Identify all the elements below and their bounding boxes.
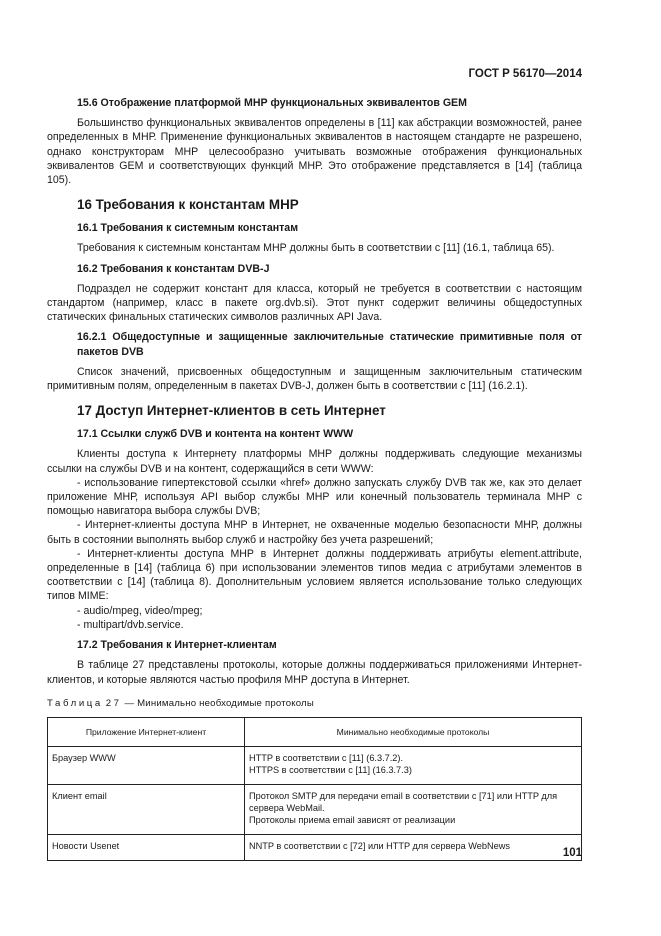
table-cell-app: Клиент email bbox=[48, 784, 245, 834]
section-15-6-paragraph: Большинство функциональных эквивалентов определены в [11] как абстракции возможностей, ранее определенных в МНР. Применение функциональных эквивалентов в настоящем стандарте не разрешено, однако конструкторам МНР целесообразно учитывать возможные отображения функциональных эквивалентов GEM и соответствующих функций МНР. Это отображение представляется в [14] (таблица 105). bbox=[47, 117, 582, 187]
protocol-line: HTTPS в соответствии с [11] (16.3.7.3) bbox=[249, 764, 412, 775]
list-item: - Интернет-клиенты доступа МНР в Интернет должны поддерживать атрибуты element.attribute, определенные в [14] (таблица 6) при использовании элементов типов медиа с атрибутами элементов в соответствии с [14] (таблица 8). Дополнительным условием является использование только следующих типов MIME: bbox=[47, 547, 582, 603]
protocol-line: Протокол SMTP для передачи email в соответствии с [71] или HTTP для сервера WebMail. bbox=[249, 790, 558, 813]
table-header-row bbox=[48, 717, 582, 746]
table-cell-protocols bbox=[245, 834, 582, 860]
section-16-1-title: 16.1 Требования к системным константам bbox=[77, 222, 299, 235]
section-17-2-title: 17.2 Требования к Интернет-клиентам bbox=[77, 639, 277, 652]
table-cell-app: Браузер WWW bbox=[48, 746, 245, 784]
table-cell-app: Новости Usenet bbox=[48, 834, 245, 860]
section-16-2-title: 16.2 Требования к константам DVB-J bbox=[77, 262, 270, 275]
protocols-table bbox=[47, 717, 582, 861]
table-caption bbox=[47, 697, 582, 711]
section-15-6-title: 15.6 Отображение платформой МНР функциональных эквивалентов GEM bbox=[77, 97, 467, 109]
table-header-protocols: Минимально необходимые протоколы bbox=[245, 717, 582, 746]
section-16-title: 16 Требования к константам МНР bbox=[77, 197, 299, 213]
page-number: 101 bbox=[562, 847, 582, 859]
list-item: - multipart/dvb.service. bbox=[77, 618, 184, 631]
list-item: - audio/mpeg, video/mpeg; bbox=[77, 604, 203, 617]
section-17-2-paragraph: В таблице 27 представлены протоколы, которые должны поддерживаться приложениями Интернет-клиентов, и которые являются частью профиля МНР доступа в Интернет. bbox=[47, 659, 582, 686]
table-cell-protocols bbox=[245, 784, 582, 834]
table-row bbox=[48, 746, 582, 784]
table-caption-word: Таблица bbox=[47, 697, 103, 709]
section-17-title: 17 Доступ Интернет-клиентов в сеть Интернет bbox=[77, 403, 386, 419]
table-header-app: Приложение Интернет-клиент bbox=[48, 717, 245, 746]
table-row bbox=[48, 834, 582, 860]
section-17-1-list bbox=[47, 447, 582, 632]
page-content bbox=[47, 96, 582, 861]
list-item: - Интернет-клиенты доступа МНР в Интернет, не охваченные моделью безопасности МНР, должны быть в состоянии выполнять выбор служб и настройку без учета разрешений; bbox=[47, 519, 582, 546]
table-caption-text: — Минимально необходимые протоколы bbox=[124, 697, 314, 709]
table-row bbox=[48, 784, 582, 834]
section-16-1-paragraph: Требования к системным константам МНР должны быть в соответствии с [11] (16.1, таблица 65). bbox=[77, 242, 555, 255]
list-item: - использование гипертекстовой ссылки «href» должно запускать службу DVB так же, как это делает приложение МНР, используя API выбор службы МНР или конечный пользователь терминала МНР с помощью навигатора выбора службы DVB; bbox=[47, 476, 582, 518]
section-16-2-1-title: 16.2.1 Общедоступные и защищенные заключительные статические примитивные поля от пакетов DVB bbox=[77, 331, 582, 358]
protocol-line: Протоколы приема email зависят от реализации bbox=[249, 814, 456, 825]
protocol-line: NNTP в соответствии с [72] или HTTP для сервера WebNews bbox=[249, 840, 510, 851]
section-16-2-paragraph: Подраздел не содержит констант для класса, который не требуется в соответствии с настоящим стандартом (например, класс в пакете org.dvb.si). Этот пункт содержит величины общедоступных статических финальных статических символов различных API Java. bbox=[47, 282, 582, 324]
table-caption-number: 27 bbox=[105, 697, 122, 709]
table-cell-protocols bbox=[245, 746, 582, 784]
document-code: ГОСТ Р 56170—2014 bbox=[468, 68, 582, 80]
protocol-line: HTTP в соответствии с [11] (6.3.7.2). bbox=[249, 752, 404, 763]
section-16-2-1-paragraph: Список значений, присвоенных общедоступным и защищенным заключительным статическим примитивным полям, определенным в пакетах DVB-J, должен быть в соответствии с [11] (16.2.1). bbox=[47, 365, 582, 393]
section-17-1-title: 17.1 Ссылки служб DVB и контента на контент WWW bbox=[77, 428, 354, 441]
section-17-1-intro: Клиенты доступа к Интернету платформы МНР должны поддерживать следующие механизмы ссылки на службы DVB и на контент, содержащийся в сети WWW: bbox=[47, 448, 582, 475]
